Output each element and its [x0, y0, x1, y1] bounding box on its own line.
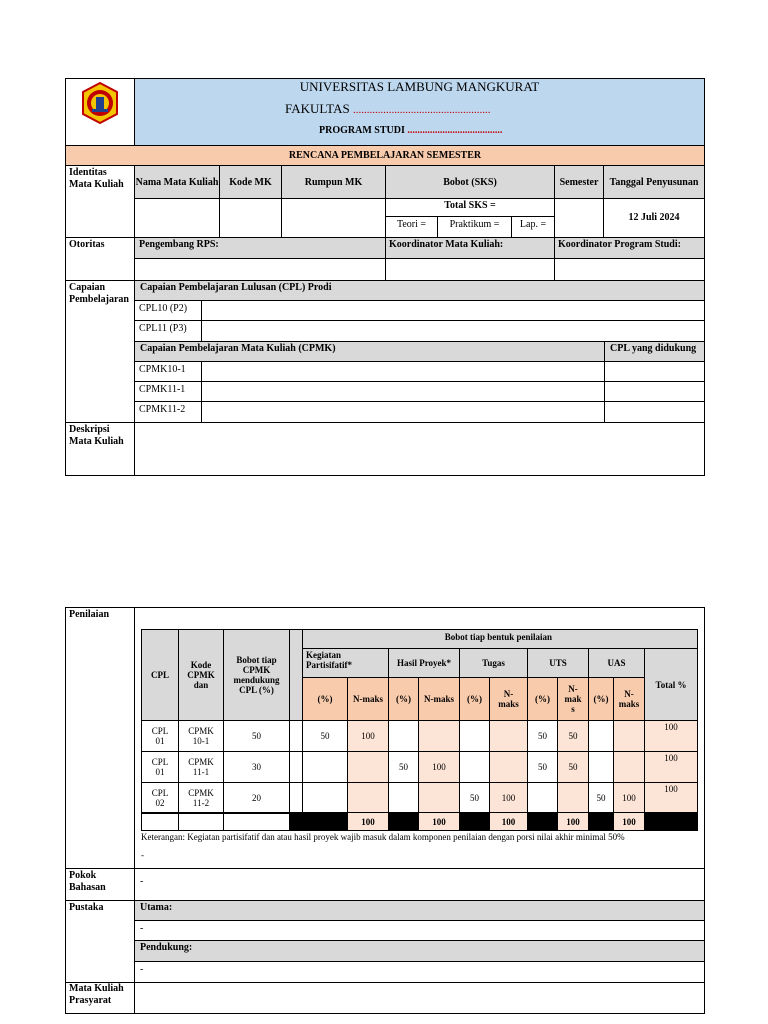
- pustaka-label: Pustaka: [66, 901, 135, 983]
- tugas-nmaks-header: N- maks: [489, 677, 528, 721]
- row-hasil-pct: [388, 720, 419, 752]
- university-logo: [78, 81, 122, 125]
- kegiatan-header: Kegiatan Partisifatif*: [302, 648, 389, 678]
- row-uas-pct: 50: [588, 782, 614, 814]
- pustaka-pendukung: Pendukung:: [135, 941, 704, 962]
- row-spacer: [289, 720, 303, 752]
- row-hasil-pct: 50: [388, 751, 419, 783]
- row-hasil-nmaks: [418, 720, 460, 752]
- cpmk-header: Capaian Pembelajaran Mata Kuliah (CPMK): [135, 342, 605, 362]
- sum-hasil-nmaks: 100: [418, 812, 460, 831]
- tugas-header: Tugas: [459, 648, 528, 678]
- row-kegiatan-pct: [302, 782, 348, 814]
- sum-cell: [644, 812, 698, 831]
- penilaian-dash: -: [141, 850, 144, 860]
- nama-mk-header: Nama Mata Kuliah: [135, 166, 220, 199]
- cpl-didukung-header: CPL yang didukung: [605, 342, 704, 362]
- pengembang-rps: Pengembang RPS:: [135, 238, 386, 259]
- col-cpl-header: CPL: [141, 629, 179, 721]
- prasyarat-label: Mata Kuliah Prasyarat: [66, 983, 135, 1013]
- row-bobot-cpmk: 30: [223, 751, 290, 783]
- kegiatan-nmaks-header: N-maks: [347, 677, 389, 721]
- spacer-header: [289, 629, 303, 721]
- row-tugas-nmaks: [489, 751, 528, 783]
- hasil-nmaks-header: N-maks: [418, 677, 460, 721]
- sum-cell: [527, 812, 558, 831]
- pustaka-pendukung-value: -: [135, 962, 704, 983]
- row-cpl: CPL 02: [141, 782, 179, 814]
- prasyarat-value: [135, 983, 704, 1013]
- sum-uts-nmaks: 100: [557, 812, 589, 831]
- row-cpl: CPL 01: [141, 751, 179, 783]
- cpl-header: Capaian Pembelajaran Lulusan (CPL) Prodi: [135, 281, 704, 301]
- row-uts-nmaks: 50: [557, 720, 589, 752]
- rumpun-mk-header: Rumpun MK: [282, 166, 386, 199]
- cpmk-item: CPMK10-1: [135, 362, 202, 382]
- lap: Lap. =: [512, 217, 555, 238]
- sum-tugas-nmaks: 100: [489, 812, 528, 831]
- sum-cell: [289, 812, 303, 831]
- cpmk-item-desc: [202, 362, 605, 382]
- cpmk-item-cpl: [605, 402, 704, 423]
- keterangan: Keterangan: Kegiatan partisifatif dan atau hasil proyek wajib masuk dalam komponen penilaian dengan porsi nilai akhir minimal 50%: [141, 832, 625, 842]
- capaian-label: Capaian Pembelajaran: [66, 281, 135, 423]
- faculty-label: FAKULTAS: [285, 101, 350, 116]
- cpl-item: CPL10 (P2): [135, 301, 202, 321]
- row-tugas-pct: [459, 751, 490, 783]
- row-kegiatan-pct: [302, 751, 348, 783]
- identitas-label: Identitas Mata Kuliah: [66, 166, 135, 238]
- row-kegiatan-pct: 50: [302, 720, 348, 752]
- cpl-item: CPL11 (P3): [135, 321, 202, 342]
- row-kode-cpmk: CPMK 11-1: [178, 751, 224, 783]
- semester-header: Semester: [555, 166, 604, 199]
- row-tugas-pct: [459, 720, 490, 752]
- sum-cell: [223, 812, 290, 831]
- teori: Teori =: [386, 217, 438, 238]
- sum-cell: [141, 812, 179, 831]
- sum-cell: [459, 812, 490, 831]
- row-kode-cpmk: CPMK 11-2: [178, 782, 224, 814]
- cpmk-item: CPMK11-2: [135, 402, 202, 423]
- col-bobot-header: Bobot tiap CPMK mendukung CPL (%): [223, 629, 290, 721]
- koordinator-prodi-value: [555, 259, 704, 281]
- row-tugas-nmaks: 100: [489, 782, 528, 814]
- koordinator-mk-value: [386, 259, 555, 281]
- koordinator-prodi: Koordinator Program Studi:: [555, 238, 704, 259]
- prodi-line: [319, 125, 502, 137]
- row-total-pct: 100: [644, 720, 698, 752]
- row-uas-pct: [588, 720, 614, 752]
- tanggal-value: 12 Juli 2024: [604, 199, 704, 238]
- kode-mk-value: [220, 199, 282, 238]
- row-spacer: [289, 751, 303, 783]
- row-uts-nmaks: [557, 782, 589, 814]
- row-uas-pct: [588, 751, 614, 783]
- col-kode-header: Kode CPMK dan: [178, 629, 224, 721]
- pokok-label: Pokok Bahasan: [66, 869, 135, 901]
- sum-cell: [588, 812, 614, 831]
- tanggal-header: Tanggal Penyusunan: [609, 176, 699, 188]
- logo-cell: [65, 78, 135, 146]
- row-uas-nmaks: [613, 720, 645, 752]
- row-total-pct: 100: [644, 751, 698, 783]
- prodi-label: PROGRAM STUDI: [319, 125, 405, 136]
- row-kegiatan-nmaks: [347, 751, 389, 783]
- cpl-item-desc: [202, 321, 704, 342]
- sum-cell: [302, 812, 348, 831]
- otoritas-label: Otoritas: [66, 238, 135, 281]
- row-hasil-pct: [388, 782, 419, 814]
- hasil-pct-header: (%): [388, 677, 419, 721]
- row-uas-nmaks: 100: [613, 782, 645, 814]
- cpmk-item-cpl: [605, 382, 704, 402]
- uas-nmaks-header: N- maks: [613, 677, 645, 721]
- pengembang-value: [135, 259, 386, 281]
- uas-pct-header: (%): [588, 677, 614, 721]
- cpmk-item-cpl: [605, 362, 704, 382]
- tugas-pct-header: (%): [459, 677, 490, 721]
- row-bobot-cpmk: 50: [223, 720, 290, 752]
- pustaka-utama-value: -: [135, 921, 704, 941]
- rumpun-mk-value: [282, 199, 386, 238]
- hasil-header: Hasil Proyek*: [388, 648, 460, 678]
- sum-cell: [388, 812, 419, 831]
- faculty-dots: ..................................................: [352, 104, 491, 116]
- uas-header: UAS: [588, 648, 645, 678]
- uts-pct-header: (%): [527, 677, 558, 721]
- row-hasil-nmaks: [418, 782, 460, 814]
- kegiatan-pct-header: (%): [302, 677, 348, 721]
- row-total-pct: 100: [644, 782, 698, 814]
- row-uts-pct: [527, 782, 558, 814]
- row-uas-nmaks: [613, 751, 645, 783]
- university-name: UNIVERSITAS LAMBUNG MANGKURAT: [299, 79, 540, 94]
- sum-kegiatan-nmaks: 100: [347, 812, 389, 831]
- bobot-tiap-header: Bobot tiap bentuk penilaian: [302, 629, 698, 649]
- row-tugas-nmaks: [489, 720, 528, 752]
- cpl-item-desc: [202, 301, 704, 321]
- koordinator-mk: Koordinator Mata Kuliah:: [386, 238, 555, 259]
- row-kegiatan-nmaks: [347, 782, 389, 814]
- praktikum: Praktikum =: [438, 217, 512, 238]
- semester-value: [555, 199, 604, 238]
- row-tugas-pct: 50: [459, 782, 490, 814]
- cpmk-item-desc: [202, 382, 605, 402]
- row-kode-cpmk: CPMK 10-1: [178, 720, 224, 752]
- total-sks: Total SKS =: [386, 199, 555, 217]
- prodi-dots: ......................................: [407, 125, 503, 136]
- faculty-line: [285, 101, 490, 117]
- row-bobot-cpmk: 20: [223, 782, 290, 814]
- deskripsi-value: [135, 423, 704, 475]
- document-title: RENCANA PEMBELAJARAN SEMESTER: [66, 146, 704, 166]
- nama-mk-value: [135, 199, 220, 238]
- total-header: Total %: [644, 648, 698, 721]
- kode-mk-header: Kode MK: [220, 166, 282, 199]
- pustaka-utama: Utama:: [135, 901, 704, 921]
- row-uts-pct: 50: [527, 720, 558, 752]
- row-uts-nmaks: 50: [557, 751, 589, 783]
- deskripsi-label: Deskripsi Mata Kuliah: [66, 423, 135, 475]
- row-spacer: [289, 782, 303, 814]
- sum-cell: [178, 812, 224, 831]
- pokok-value: -: [135, 869, 704, 901]
- header-banner: [135, 79, 704, 146]
- uts-nmaks-header: N- mak s: [557, 677, 589, 721]
- sum-uas-nmaks: 100: [613, 812, 645, 831]
- row-kegiatan-nmaks: 100: [347, 720, 389, 752]
- cpmk-item: CPMK11-1: [135, 382, 202, 402]
- bobot-sks-header: Bobot (SKS): [386, 166, 555, 199]
- row-uts-pct: 50: [527, 751, 558, 783]
- row-cpl: CPL 01: [141, 720, 179, 752]
- uts-header: UTS: [527, 648, 589, 678]
- penilaian-label: Penilaian: [66, 608, 135, 869]
- cpmk-item-desc: [202, 402, 605, 423]
- row-hasil-nmaks: 100: [418, 751, 460, 783]
